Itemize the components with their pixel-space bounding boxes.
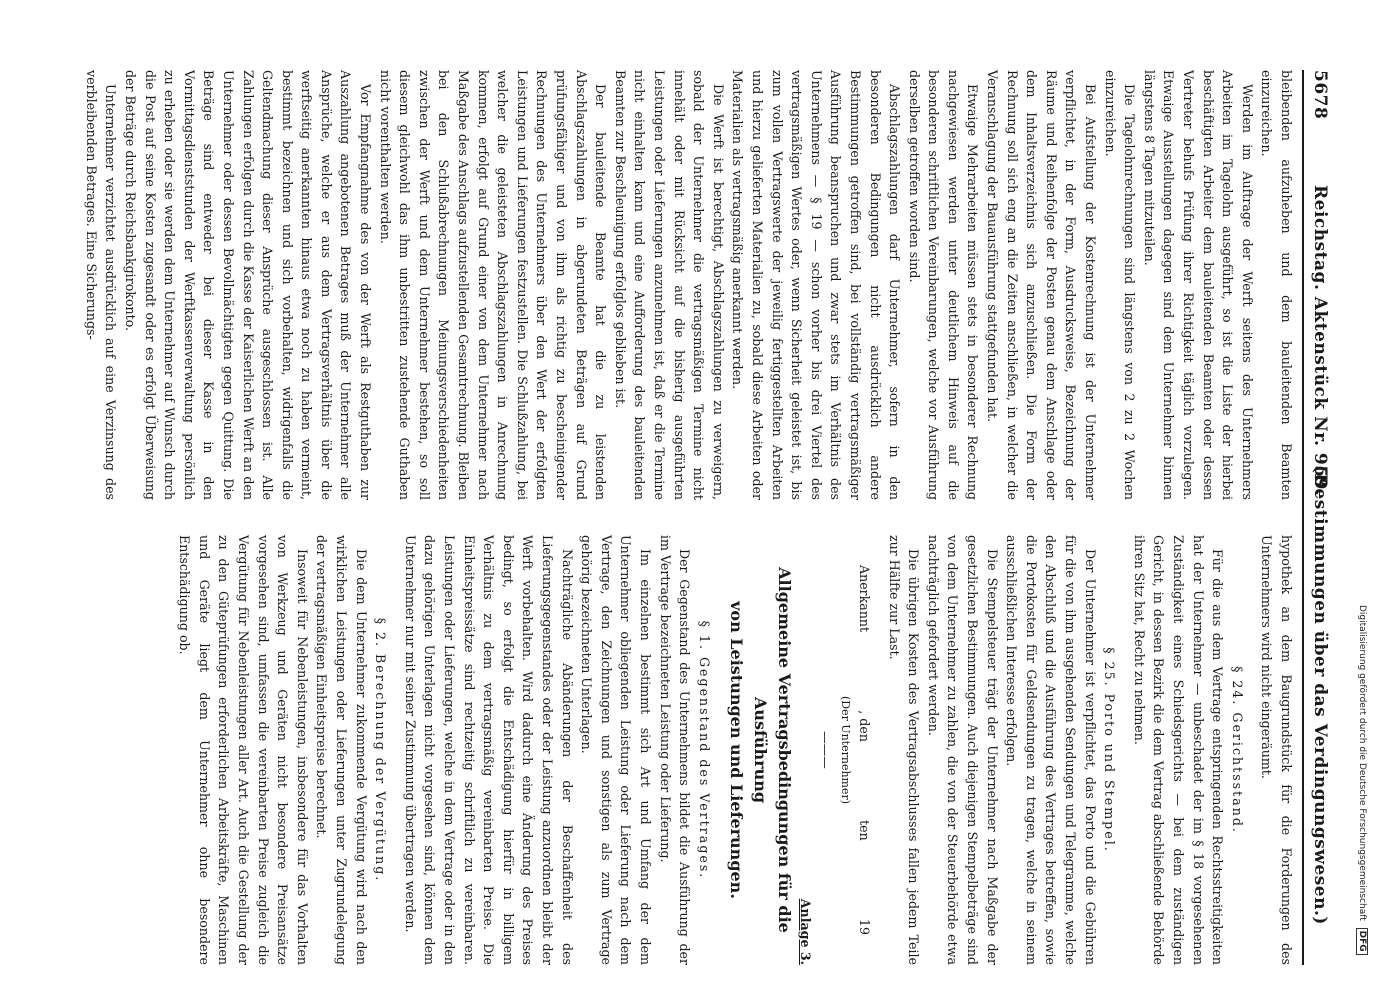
paragraph: Die Stempelsteuer trägt der Unternehmer nach Maßgabe der gesetzlichen Bestimmungen. Auch diejenigen Stempelbeträge sind von dem Unternehmer zu zahlen, die von der Steuerbehörde etwa nachträglich gefordert werden. [925,535,1000,965]
signature-year: 19 [857,918,873,935]
page-number: 5678 [1310,70,1330,120]
paragraph: Vor Empfangnahme des von der Werft als Restguthaben zur Auszahlung angebotenen Betrages muß der Unternehmer alle Ansprüche, welche er aus dem Vertragsverhältnis über die werftseitig anerkannten hinaus etwa noch zu haben vermeint, bestimmt bezeichnen und sich vorbehalten, widrigenfalls die Geltendmachung dieser Ansprüche ausgeschlossen ist. Alle Zahlungen erfolgen durch die Kasse der Kaiserlichen Werft an den Unternehmer oder dessen Bevollmächtigten gegen Quittung. Die Beträge sind entweder bei dieser Kasse in den Vormittagsdienststunden der Werftkassenverwaltung persönlich zu erheben oder sie werden dem Unternehmer auf Wunsch durch die Post auf seine Kosten zugesandt oder es erfolgt Überweisung der Beträge durch Reichsbankgirokonto. [122,70,374,500]
paragraph: Unternehmer verzichtet ausdrücklich auf eine Verzinsung des verbleibenden Betrages. Eine Sicherungs- [83,70,119,500]
section-heading: § 2. Berechnung der Vergütung. [373,617,389,883]
signature-date: , den [857,710,873,742]
digitization-credit [1356,605,1368,955]
signature-place: Anerkannt [857,565,873,633]
dfg-logo: DFG [1356,928,1368,955]
paragraph: Die Werft ist berechtigt, Abschlagszahlungen zu verweigern, sobald der Unternehmer die vertragsmäßigen Termine nicht innehält oder mit Rücksicht auf die bisherig ausgeführten Leistungen oder Lieferungen anzunehmen ist, daß er die Termine nicht einhalten kann und eine Aufforderung des bauleitenden Beamten zur Beschleunigung erfolglos geblieben ist. [612,70,726,500]
divider-dash: ——— [817,731,833,769]
general-terms-subtitle: von Leistungen und Lieferungen. [726,601,746,899]
digitization-credit-text: Digitalisierung gefördert durch die Deutsche Forschungsgemeinschaft [1357,605,1367,921]
section-heading: § 1. Gegenstand des Vertrages. [696,620,712,880]
paragraph: Der Unternehmer ist verpflichtet, das Porto und die Gebühren für die von ihm ausgehenden Sendungen und Telegramme, welche den Abschluß und die Ausführung des Vertrages betreffen, sowie die Portokosten für Geldsendungen zu tragen, welche in seinem ausschließlichen Interesse erfolgen. [1004,535,1098,965]
paragraph: Bei Aufstellung der Kostenrechnung ist der Unternehmer verpflichtet, in der Form, Ausdrucksweise, Bezeichnung der Räume und Reihenfolge der Posten genau dem Anschlage oder dem Inhaltsverzeichnis sich anzuschließen. Die Form der Rechnung soll sich eng an die Zeiten anschließen, in welcher die Veranschlagung der Bauausführung stattgefunden hat. [985,70,1099,500]
paragraph: Nachträgliche Abänderungen der Beschaffenheit des Lieferungsgegenstandes oder der Leistung anzuordnen bleibt der Werft vorbehalten. Wird dadurch eine Änderung des Preises bedingt, so erfolgt die Entschädigung hierfür in billigem Verhältnis zu dem vertragsmäßig vereinbarten Preise. Die Einheitspreissätze sind rechtzeitig schriftlich zu vereinbaren. Leistungen oder Lieferungen, welche in dem Vertrage oder in den dazu gehörigen Unterlagen nicht vorgesehen sind, können dem Unternehmer nur mit seiner Zustimmung übertragen werden. [402,535,575,965]
paragraph: bleibenden aufzuheben und dem bauleitenden Beamten einzureichen. [1259,70,1294,500]
paragraph: Abschlagszahlungen darf Unternehmer, sofern in den besonderen Bedingungen nicht ausdrücklich andere Bestimmungen getroffen sind, bei vollständig vertragsmäßiger Ausführung beanspruchen und zwar stets im Verhältnis des Unternehmens — § 19 — schon vorher bis drei Viertel des vertragsmäßigen Wertes oder, wenn Sicherheit geleistet ist, bis zum vollen Vertragswerte der jeweilig fertiggestellten Arbeiten und hierzu gelieferten Materialien zu, sobald diese Arbeiten oder Materialien als vertragsmäßig anerkannt werden. [730,70,903,500]
header-title: Reichstag. Aktenstück Nr. 959. [1310,185,1330,497]
signature-day: ten [857,820,873,841]
rotated-document-page [83,70,1330,965]
paragraph: Die dem Unternehmer zukommende Vergütung wird nach den wirklichen Leistungen oder Lieferungen unter Zugrundelegung der vertragsmäßigen Einheitspreise berechnet. [314,535,369,965]
paragraph: Insoweit für Nebenleistungen, insbesondere für das Vorhalten von Werkzeug und Geräten nicht besondere Preisansätze vorgesehen sind, umfassen die vereinbarten Preise zugleich die Vergütung für Nebenleistungen aller Art. Auch die Gestellung der zu den Güteprüfungen erforderlichen Arbeitskräfte, Maschinen und Geräte liegt dem Unternehmer ohne besondere Entschädigung ob. [177,535,310,965]
header-rule [1302,70,1304,965]
paragraph: Der Gegenstand des Unternehmens bildet die Ausführung der im Vertrage bezeichneten Leistung oder Lieferung. [657,535,693,965]
header-subject: (Bestimmungen über das Verdingungswesen.) [1310,465,1330,925]
paragraph: Der bauleitende Beamte hat die zu leistenden Abschlagszahlungen in abgerundeten Beträgen auf Grund prüfungsfähiger und von ihm als richtig zu bescheinigender Rechnungen des Unternehmers über den Wert der erfolgten Leistungen und Lieferungen festzustellen. Die Schlußzahlung, bei welcher die geleisteten Abschlagszahlungen in Anrechnung kommen, erfolgt auf Grund einer von dem Unternehmer nach Maßgabe des Anschlags aufzustellenden Gesamtrechnung. Bleiben bei den Schlußabrechnungen Meinungsverschiedenheiten zwischen der Werft und dem Unternehmer bestehen, so soll diesem gleichwohl das ihm unbestritten zustehende Guthaben nicht vorenthalten werden. [377,70,609,500]
left-column [81,70,1296,500]
paragraph: Werden im Auftrage der Werft seitens des Unternehmers Arbeiten im Tagelohn ausgeführt, so ist die Liste der hierbei beschäftigten Arbeiter dem bauleitenden Beamten oder dessen Vertreter behufs Prüfung ihrer Richtigkeit täglich vorzulegen. Etwaige Ausstellungen dagegen sind dem Unternehmer binnen längstens 8 Tagen mitzuteilen. [1141,70,1255,500]
page-header [1306,70,1330,965]
section-heading: § 24. Gerichtsstand. [1229,666,1245,834]
paragraph: Für die aus dem Vertrage entspringenden Rechtsstreitigkeiten hat der Unternehmer — unbeschadet der im § 18 vorgesehenen Zuständigkeit eines Schiedsgerichts — bei dem zuständigen Gericht, in dessen Bezirk die dem Vertrag abschließende Behörde ihren Sitz hat, Recht zu nehmen. [1131,535,1226,965]
paragraph: Im einzelnen bestimmt sich Art und Umfang der dem Unternehmer obliegenden Leistung oder Lieferung nach dem Vertrage, den Zeichnungen und sonstigen als zum Vertrage gehörig bezeichneten Unterlagen. [579,535,653,965]
paragraph: Die übrigen Kosten des Vertragsabschlusses fallen jedem Teile zur Hälfte zur Last. [886,535,922,965]
signature-line: (Der Unternehmer) [838,695,852,805]
signature-row [855,535,875,965]
general-terms-title: Allgemeine Vertragsbedingungen für die Ausführung [750,567,794,933]
anlage-label: Anlage 3. [798,898,814,965]
paragraph: Die Tagelohnrechnungen sind längstens von 2 zu 2 Wochen einzureichen. [1102,70,1138,500]
paragraph: Etwaige Mehrarbeiten müssen stets in besonderer Rechnung nachgewiesen werden unter deutlichem Hinweis auf die besonderen schriftlichen Vereinbarungen, welche vor Ausführung derselben getroffen worden sind. [906,70,981,500]
right-column [175,535,1296,965]
section-heading: § 25. Porto und Stempel. [1102,647,1118,853]
paragraph: hypothek an dem Baugrundstück für die Forderungen des Unternehmers wird nicht eingeräumt. [1259,535,1294,965]
